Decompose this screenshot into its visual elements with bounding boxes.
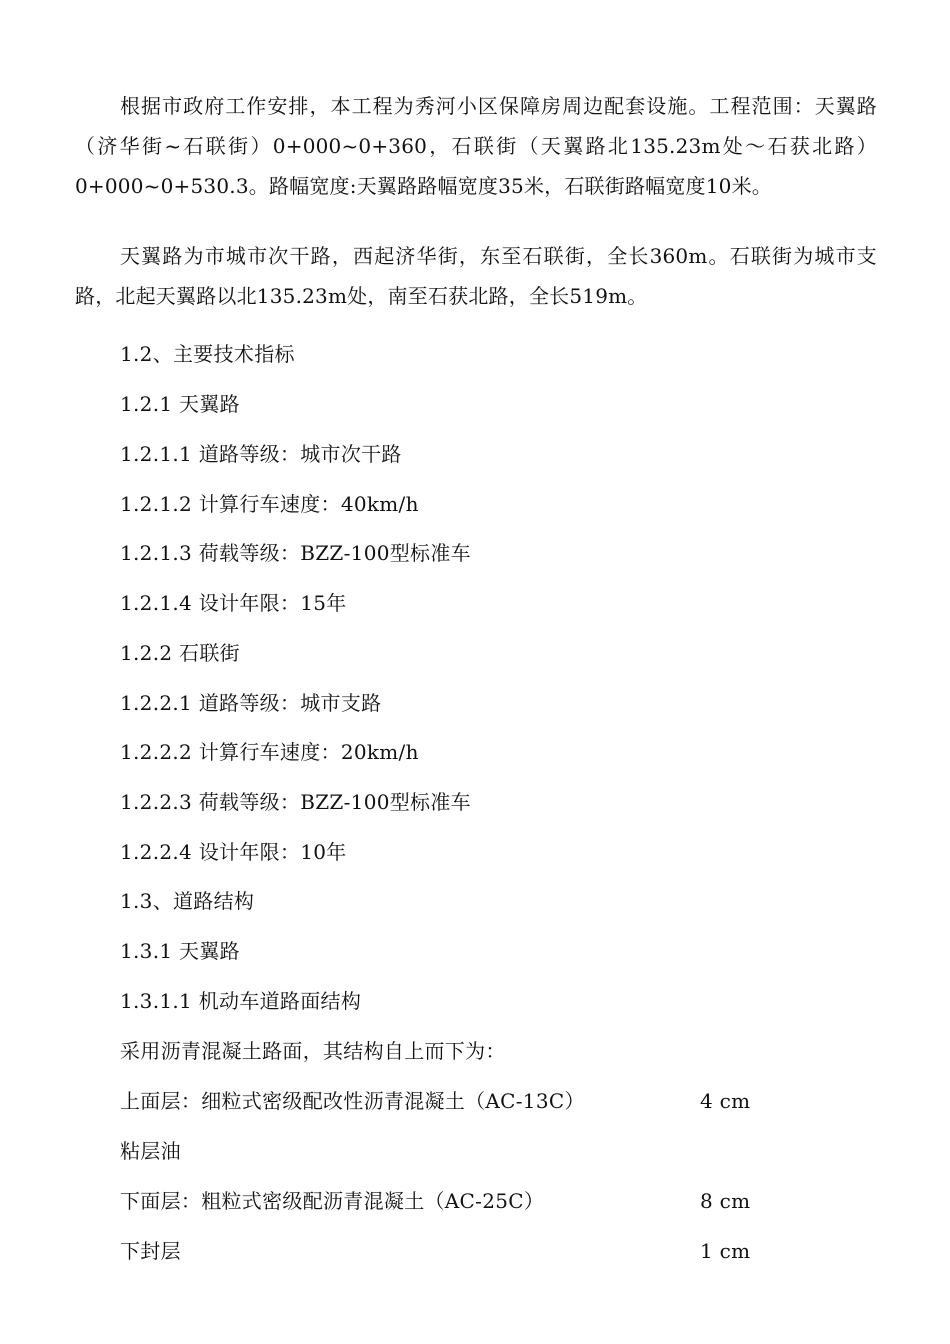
spec-item: 1.2.2.4 设计年限：10年: [120, 840, 347, 864]
subsection-heading-1-3-1: 1.3.1 天翼路: [120, 939, 240, 963]
pavement-layer-row: [120, 1236, 760, 1266]
spec-item: 1.2.2.3 荷载等级：BZZ-100型标准车: [120, 790, 471, 814]
layer-name: 下面层：粗粒式密级配沥青混凝土（AC-25C）: [120, 1189, 545, 1213]
layer-name: 上面层：细粒式密级配改性沥青混凝土（AC-13C）: [120, 1089, 585, 1113]
layer-name: 下封层: [120, 1239, 181, 1263]
spec-item: 1.2.1.4 设计年限：15年: [120, 591, 347, 615]
spec-item: 1.2.1.1 道路等级：城市次干路: [120, 442, 402, 466]
pavement-layer-row: [120, 1186, 760, 1216]
spec-item: 1.2.1.2 计算行车速度：40km/h: [120, 492, 419, 516]
section-heading-1-3: 1.3、道路结构: [120, 889, 255, 913]
subsection-heading-1-2-1: 1.2.1 天翼路: [120, 392, 240, 416]
spec-item: 1.2.2.1 道路等级：城市支路: [120, 691, 382, 715]
section-heading-1-2: 1.2、主要技术指标: [120, 342, 295, 366]
layer-thickness: 4 cm: [700, 1089, 751, 1113]
layer-thickness: 1 cm: [700, 1239, 751, 1263]
pavement-layer-row: [120, 1086, 760, 1116]
subsection-heading-1-3-1-1: 1.3.1.1 机动车道路面结构: [120, 989, 362, 1013]
layer-name: 粘层油: [120, 1139, 181, 1163]
structure-intro: 采用沥青混凝土路面，其结构自上而下为：: [120, 1039, 506, 1063]
spec-item: 1.2.1.3 荷载等级：BZZ-100型标准车: [120, 541, 471, 565]
spec-item: 1.2.2.2 计算行车速度：20km/h: [120, 740, 419, 764]
intro-paragraph-1: 根据市政府工作安排，本工程为秀河小区保障房周边配套设施。工程范围：天翼路（济华街~石联街）0+000~0+360，石联街（天翼路北135.23m处～石获北路）0+000~0+530.3。路幅宽度:天翼路路幅宽度35米，石联街路幅宽度10米。: [75, 94, 877, 198]
intro-paragraph-2: 天翼路为市城市次干路，西起济华街，东至石联街，全长360m。石联街为城市支路，北起天翼路以北135.23m处，南至石获北路，全长519m。: [75, 244, 877, 308]
layer-thickness: 8 cm: [700, 1189, 751, 1213]
subsection-heading-1-2-2: 1.2.2 石联街: [120, 641, 240, 665]
pavement-layer-row: [120, 1136, 760, 1166]
